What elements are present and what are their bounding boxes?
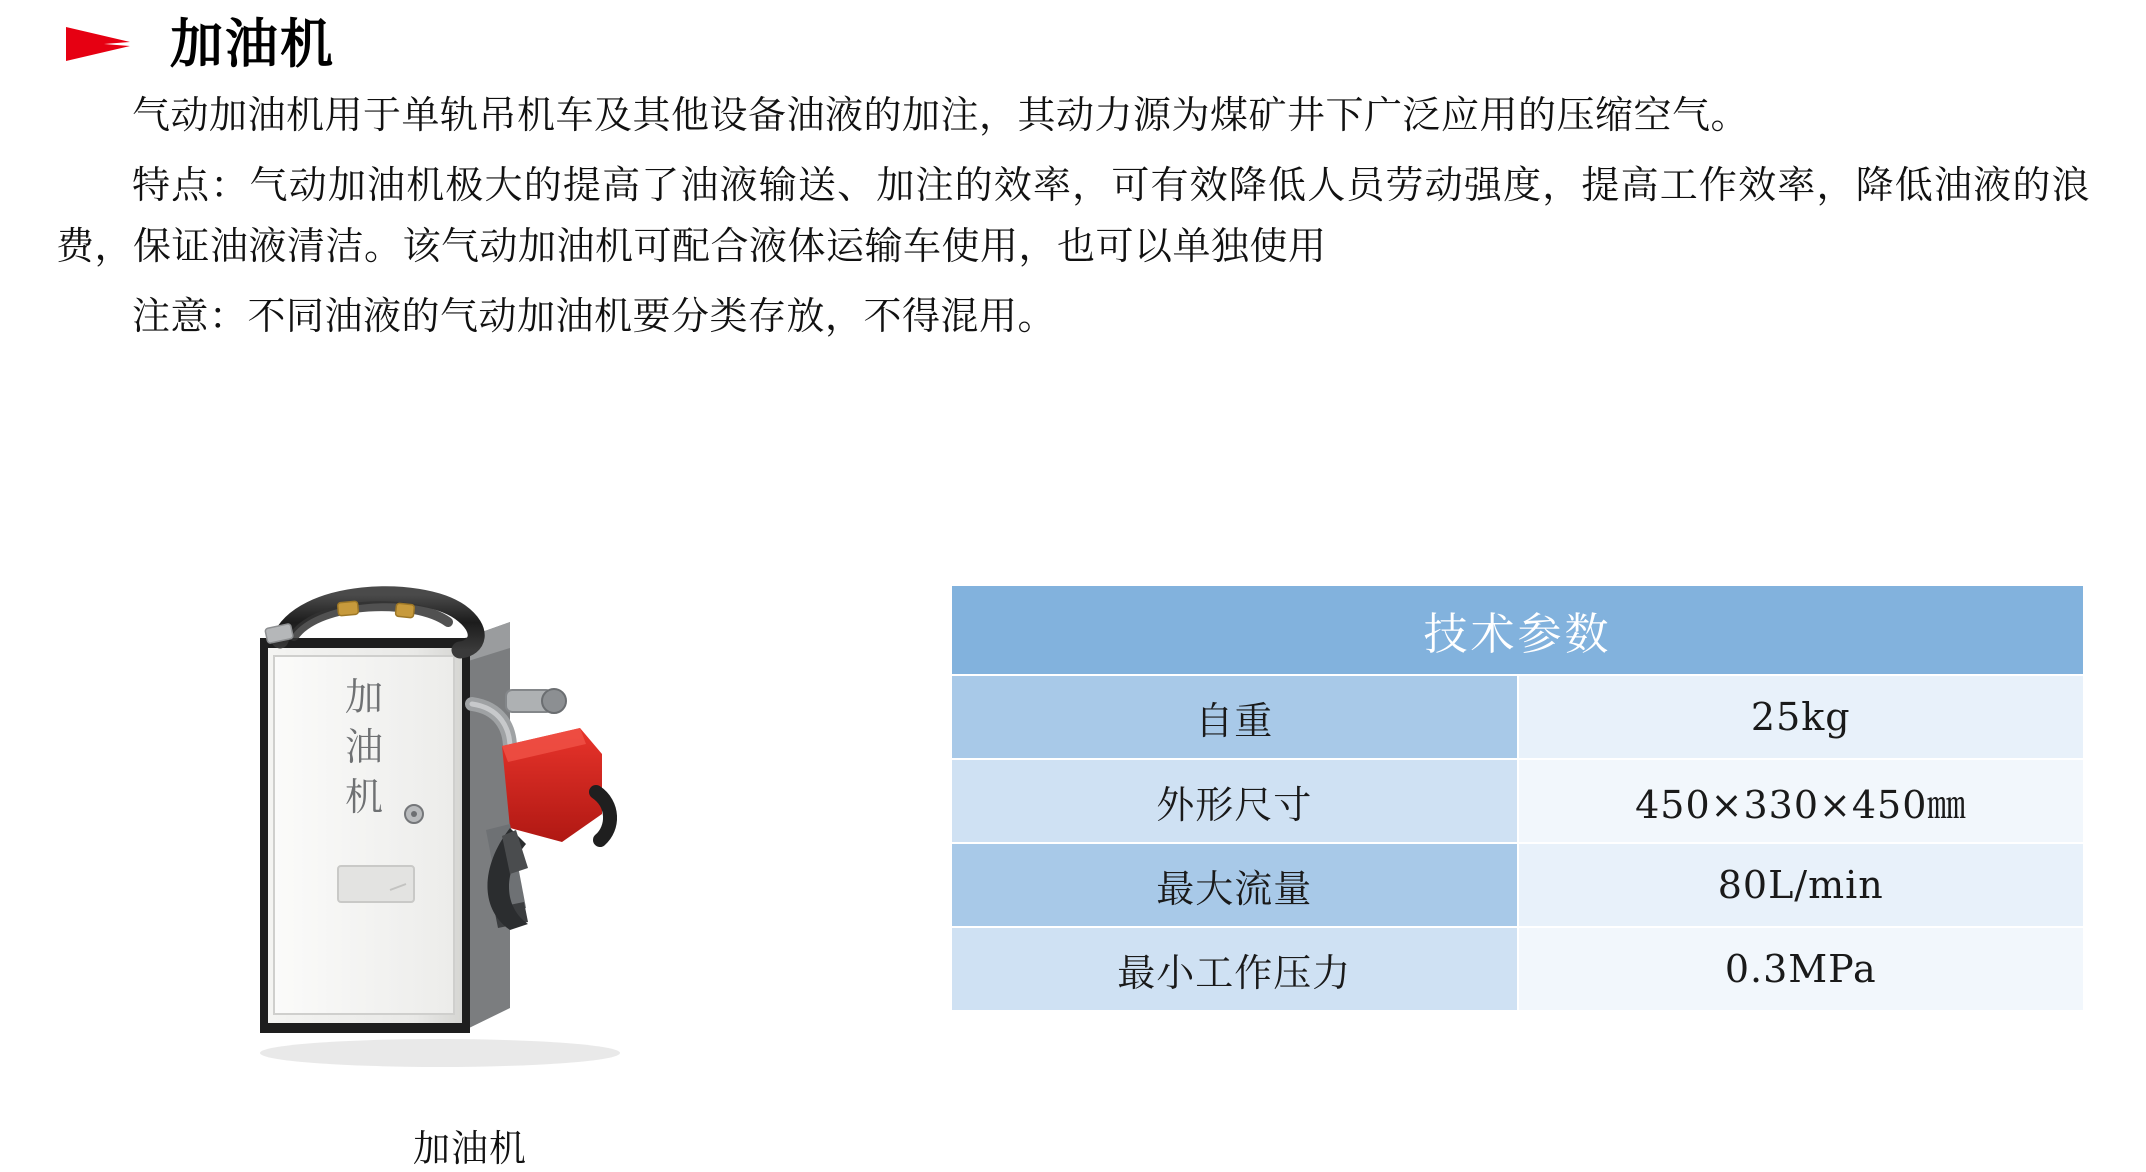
svg-text:油: 油 (344, 725, 384, 769)
spec-table (950, 584, 2085, 1012)
product-photo (210, 578, 730, 1108)
right-triangle-arrow-icon (64, 21, 150, 67)
spec-label-max-flow: 最大流量 (951, 843, 1518, 927)
svg-text:机: 机 (344, 775, 384, 819)
spec-table-block (950, 560, 2090, 1012)
table-row (951, 843, 2084, 927)
spec-value-min-pressure: 0.3MPa (1518, 927, 2085, 1011)
table-row (951, 759, 2084, 843)
table-row (951, 927, 2084, 1011)
spec-value-dimensions: 450×330×450㎜ (1518, 759, 2085, 843)
fuel-dispenser-illustration (210, 578, 730, 1108)
spec-table-title: 技术参数 (951, 585, 2084, 675)
spec-value-max-flow: 80L/min (1518, 843, 2085, 927)
body-copy (0, 72, 2146, 348)
paragraph-intro: 气动加油机用于单轨吊机车及其他设备油液的加注，其动力源为煤矿井下广泛应用的压缩空气。 (132, 95, 1750, 137)
page-header (0, 0, 2146, 75)
page-title: 加油机 (170, 13, 335, 75)
figure-caption: 加油机 (413, 1129, 527, 1170)
spec-label-weight: 自重 (951, 675, 1518, 759)
spec-label-min-pressure: 最小工作压力 (951, 927, 1518, 1011)
spec-value-weight: 25kg (1518, 675, 2085, 759)
spec-label-dimensions: 外形尺寸 (951, 759, 1518, 843)
paragraph-features: 特点：气动加油机极大的提高了油液输送、加注的效率，可有效降低人员劳动强度，提高工作效率，降低油液的浪费，保证油液清洁。该气动加油机可配合液体运输车使用，也可以单独使用 (56, 164, 2090, 269)
lower-section (0, 560, 2146, 1170)
spec-table-header-row (951, 585, 2084, 675)
svg-text:加: 加 (344, 675, 384, 719)
product-figure (0, 560, 940, 1172)
table-row (951, 675, 2084, 759)
paragraph-note: 注意：不同油液的气动加油机要分类存放，不得混用。 (132, 295, 1057, 338)
